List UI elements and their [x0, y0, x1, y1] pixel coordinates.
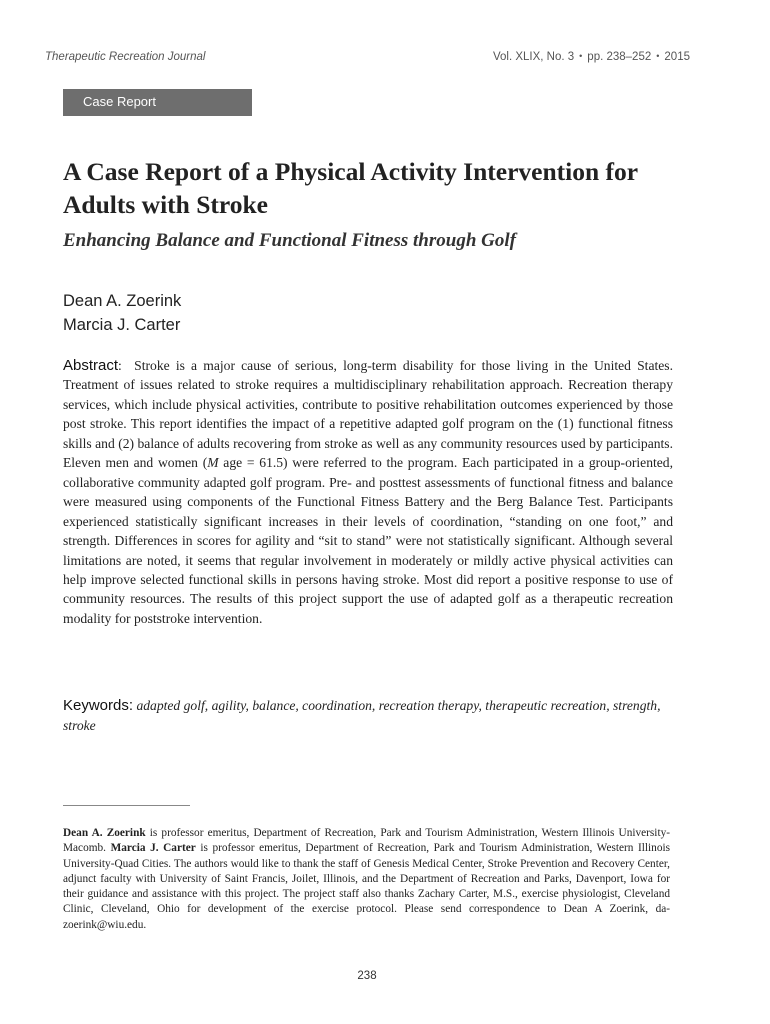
- author-footnote: [63, 826, 670, 933]
- footnote-author2-name: Marcia J. Carter: [110, 842, 196, 855]
- footnote-author1-bio: is professor emeritus, Department of Recreation, Park and Tourism Administration, Western Illinois University-Macomb.: [63, 827, 670, 855]
- page-range: pp. 238–252: [587, 51, 652, 63]
- footnote-author2-bio: is professor emeritus, Department of Recreation, Park and Tourism Administration, Western Illinois University-Quad Cities. The authors would like to thank the staff of Genesis Medical Center, Stroke Prevention and Recovery Center, adjunct faculty with University of Saint Francis, Joilet, Illinois, and the Department of Recreation and Parks, Davenport, Iowa for their guidance and assistance with this project. The project staff also thanks Zachary Carter, M.S., exercise physiologist, Cleveland Clinic, Cleveland, Ohio for development of the exercise protocol. Please send correspondence to Dean A Zoerink, da-zoerink@wiu.edu.: [63, 842, 671, 931]
- volume-number: Vol. XLIX, No. 3: [492, 51, 575, 63]
- separator-dot: •: [656, 51, 660, 61]
- mean-symbol: M: [207, 455, 219, 471]
- author-name: Dean A. Zoerink: [63, 292, 182, 310]
- author-list: [63, 289, 463, 337]
- abstract: Abstract: Stroke is a major cause of serious, long-term disability for those living in the United States. Treatment of issues related to stroke requires a multidisciplinary rehabilitation approach. Recreation therapy services, which include physical activities, contribute to positive rehabilitation outcomes experienced by those post stroke. This report identifies the impact of a repetitive adapted golf program on the (1) functional fitness skills and (2) balance of adults recovering from stroke as well as any community resources used by participants. Eleven men and women (M age = 61.5) were referred to the program. Each participated in a group-oriented, collaborative community adapted golf program. Pre- and posttest assessments of functional fitness and balance were measured using components of the Functional Fitness Battery and the Berg Balance Test. Participants experienced statistically significant increases in their levels of coordination, “standing on one foot,” and strength. Differences in scores for agility and “sit to stand” were not statistically significant. Although several limitations are noted, it seems that regular involvement in moderately or mildly active physical activities can help improve selected functional skills in persons having stroke. Most did report a positive response to use of community resources. The results of this project support the use of adapted golf as a therapeutic recreation modality for poststroke intervention.: [63, 357, 673, 626]
- separator-dot: •: [579, 51, 583, 61]
- page-number: 238: [357, 970, 377, 982]
- article-subtitle: Enhancing Balance and Functional Fitness through Golf: [63, 230, 516, 251]
- abstract-text: Stroke is a major cause of serious, long-term disability for those living in the United States. Treatment of issues related to stroke requires a multidisciplinary rehabilitation approach. Recreation therapy services, which include physical activities, contribute to positive rehabilitation outcomes experienced by those post stroke. This report identifies the impact of a repetitive adapted golf program on the (1) functional fitness skills and (2) balance of adults recovering from stroke as well as any community resources used by participants. Eleven men and women (: [63, 358, 673, 471]
- running-head: [45, 51, 690, 69]
- publication-year: 2015: [664, 51, 690, 63]
- keywords: [63, 696, 673, 735]
- footnote-divider: [63, 805, 190, 806]
- section-label: Case Report: [63, 89, 252, 116]
- article-title: A Case Report of a Physical Activity Intervention for Adults with Stroke: [63, 157, 638, 219]
- abstract-label: Abstract: [63, 357, 119, 374]
- author-name: Marcia J. Carter: [63, 316, 181, 334]
- footnote-author1-name: Dean A. Zoerink: [63, 827, 146, 839]
- abstract-text-continued: age = 61.5) were referred to the program. Each participated in a group-oriented, collaborative community adapted golf program. Pre- and posttest assessments of functional fitness and balance were measured using components of the Functional Fitness Battery and the Berg Balance Test. Participants experienced statistically significant increases in their levels of coordination, “standing on one foot,” and strength. Differences in scores for agility and “sit to stand” were not statistically significant. Although several limitations are noted, it seems that regular involvement in moderately or mildly active physical activities can help improve selected functional skills in persons having stroke. Most did report a positive response to use of community resources. The results of this project support the use of adapted golf as a therapeutic recreation modality for poststroke intervention.: [63, 455, 673, 626]
- keywords-label: Keywords:: [63, 697, 134, 714]
- issue-info: [493, 51, 690, 63]
- keywords-list: adapted golf, agility, balance, coordination, recreation therapy, therapeutic recreation, strength, stroke: [63, 698, 661, 733]
- journal-name: Therapeutic Recreation Journal: [45, 51, 206, 63]
